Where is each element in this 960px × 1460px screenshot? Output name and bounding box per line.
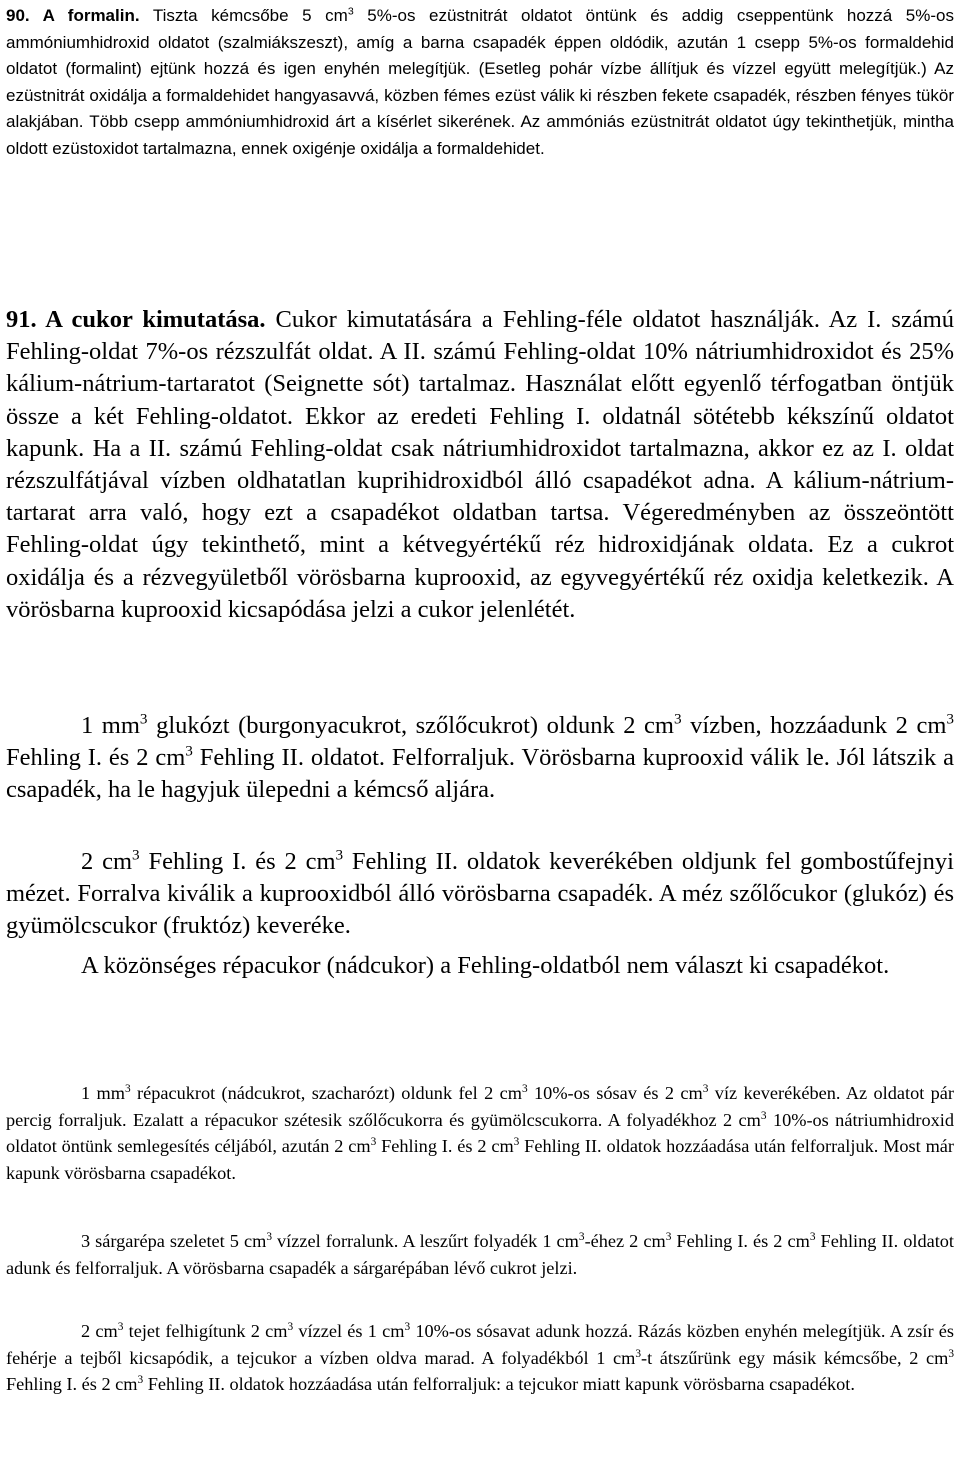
paragraph-text: Fehling II. oldatok keverékében oldjunk fel gombostűfejnyi mézet. Forralva kiválik a kuprooxidból álló vörösbarna csapadék. A méz szőlőcukor (glukóz) és gyümölcscukor (fruktóz) keveréke. <box>6 848 954 940</box>
paragraph-text: 2 cm <box>81 1321 118 1341</box>
paragraph-text: 2 cm <box>81 848 133 875</box>
paragraph-text: Fehling II. oldatot. Felforraljuk. Vörösbarna kuprooxid válik le. Jól látszik a csapadék, ha le hagyjuk ülepedni a kémcső aljára. <box>6 744 954 804</box>
milk-experiment-paragraph <box>6 1318 954 1398</box>
paragraph-text: tejet felhigítunk 2 cm <box>123 1321 288 1341</box>
paragraph-text: Fehling I. és 2 cm <box>6 744 186 772</box>
superscript: 3 <box>809 1230 816 1243</box>
superscript: 3 <box>347 5 354 18</box>
paragraph-text: 3 sárgarépa szeletet 5 cm <box>81 1231 267 1251</box>
superscript: 3 <box>635 1347 641 1360</box>
paragraph-text: répacukrot (nádcukrot, szacharózt) oldunk fel 2 cm <box>130 1083 522 1103</box>
superscript: 3 <box>139 710 148 728</box>
cane-sugar-note-paragraph <box>6 950 954 982</box>
section-90-text: 5%-os ezüstnitrát oldatot öntünk és addig cseppentünk hozzá 5%-os ammóniumhidroxid oldatot (szalmiákszeszt), amíg a barna csapadék éppen oldódik, azután 1 csepp 5%-os formaldehid oldatot (formalint) ejtünk hozzá és igen enyhén melegítjük. (Esetleg pohár vízbe állítjuk és vízzel együtt melegítjük.) Az ezüstnitrát oxidálja a formaldehidet hangyasavvá, közben fémes ezüst válik ki részben fekete csapadék, részben fényes tükör alakjában. Több csepp ammóniumhidroxid árt a kísérlet sikerének. Az ammóniás ezüstnitrát oldatot úgy tekinthetjük, mintha oldott ezüstoxidot tartalmazna, ennek oxigénje oxidálja a formaldehidet. <box>6 6 954 158</box>
section-91-text: Cukor kimutatására a Fehling-féle oldatot használják. Az I. számú Fehling-oldat 7%-os rézszulfát oldat. A II. számú Fehling-oldat 10% nátriumhidroxidot és 25% kálium-nátrium-tartaratot (Seignette sót) tartalmaz. Használat előtt egyenlő térfogatban öntjük össze a két Fehling-oldatot. Ekkor az eredeti Fehling I. oldatnál sötétebb kékszínű oldatot kapunk. Ha a II. számú Fehling-oldat csak nátriumhidroxidot tartalmazna, akkor ez az I. oldat rézszulfátjával vízben oldhatatlan kuprihidroxidból álló csapadékot adna. A kálium-nátrium-tartarat arra való, hogy ezt a csapadékot oldatban tartsa. Végeredményben az összeöntött Fehling-oldat úgy tekinthető, mint a kétvegyértékű réz hidroxidjának oldata. Ez a cukrot oxidálja és a rézvegyületből vörösbarna kuprooxid, az egyvegyértékű réz oxidja keletkezik. A vörösbarna kuprooxid kicsapódása jelzi a cukor jelenlétét. <box>6 306 954 623</box>
superscript: 3 <box>578 1230 585 1243</box>
paragraph-text: Fehling II. oldatok hozzáadása után felforraljuk: a tejcukor miatt kapunk vörösbarna csapadékot. <box>143 1374 855 1395</box>
section-91-intro <box>6 304 954 626</box>
superscript: 3 <box>117 1320 124 1333</box>
superscript: 3 <box>521 1082 528 1095</box>
paragraph-text: 10%-os nátriumhidroxid oldatot öntünk semlegesítés céljából, azután 2 cm <box>6 1109 954 1157</box>
section-90-heading: 90. A formalin. <box>6 6 140 25</box>
cane-sugar-hydrolysis-paragraph <box>6 1080 954 1187</box>
honey-experiment-paragraph <box>6 846 954 943</box>
superscript: 3 <box>370 1136 377 1149</box>
superscript: 3 <box>948 1347 954 1360</box>
superscript: 3 <box>665 1230 672 1243</box>
paragraph-text: Fehling II. oldatok hozzáadása után felforraljuk. Most már kapunk vörösbarna csapadékot. <box>6 1136 954 1184</box>
superscript: 3 <box>335 846 344 864</box>
paragraph-text: 1 mm <box>81 712 140 739</box>
section-90-text: Tiszta kémcsőbe 5 cm <box>139 6 348 25</box>
superscript: 3 <box>132 846 140 864</box>
paragraph-text: vízben, hozzáadunk 2 cm <box>681 712 947 739</box>
carrot-experiment-paragraph <box>6 1228 954 1281</box>
paragraph-text: 10%-os sósav és 2 cm <box>527 1083 703 1103</box>
superscript: 3 <box>266 1230 272 1243</box>
paragraph-text: vízzel és 1 cm <box>293 1321 405 1341</box>
paragraph-text: Fehling I. és 2 cm <box>671 1231 810 1251</box>
paragraph-text: -t átszűrünk egy másik kémcsőbe, 2 cm <box>641 1347 949 1368</box>
superscript: 3 <box>946 710 955 728</box>
superscript: 3 <box>404 1320 411 1333</box>
paragraph-text: vízzel forralunk. A leszűrt folyadék 1 cm <box>271 1231 579 1251</box>
superscript: 3 <box>702 1082 709 1095</box>
paragraph-text: Fehling I. és 2 cm <box>6 1374 138 1395</box>
paragraph-text: víz keverékében. Az oldatot pár percig forraljuk. Ezalatt a répacukor szétesik szőlőcukorra és gyümölcscukorra. A folyadékhoz 2 cm <box>6 1083 955 1130</box>
paragraph-text: -éhez 2 cm <box>584 1231 666 1251</box>
superscript: 3 <box>287 1320 294 1333</box>
paragraph-text: 1 mm <box>81 1083 125 1103</box>
superscript: 3 <box>137 1374 144 1387</box>
paragraph-text: Fehling II. oldatot adunk és felforraljuk. A vörösbarna csapadék a sárgarépában lévő cukrot jelzi. <box>6 1231 955 1278</box>
section-91-heading: 91. A cukor kimutatása. <box>6 306 266 333</box>
superscript: 3 <box>760 1109 767 1122</box>
superscript: 3 <box>185 742 193 760</box>
superscript: 3 <box>513 1136 520 1149</box>
paragraph-text: A közönséges répacukor (nádcukor) a Fehling-oldatból nem választ ki csapadékot. <box>81 952 890 979</box>
superscript: 3 <box>124 1082 131 1095</box>
section-90-formalin <box>6 3 954 163</box>
paragraph-text: 10%-os sósavat adunk hozzá. Rázás közben enyhén melegítjük. A zsír és fehérje a tejből kicsapódik, a tejcukor a vízben oldva marad. A folyadékból 1 cm <box>6 1321 954 1368</box>
glucose-experiment-paragraph <box>6 710 954 807</box>
superscript: 3 <box>674 710 682 728</box>
paragraph-text: Fehling I. és 2 cm <box>139 848 336 875</box>
paragraph-text: Fehling I. és 2 cm <box>376 1136 514 1157</box>
paragraph-text: glukózt (burgonyacukrot, szőlőcukrot) oldunk 2 cm <box>147 712 674 739</box>
